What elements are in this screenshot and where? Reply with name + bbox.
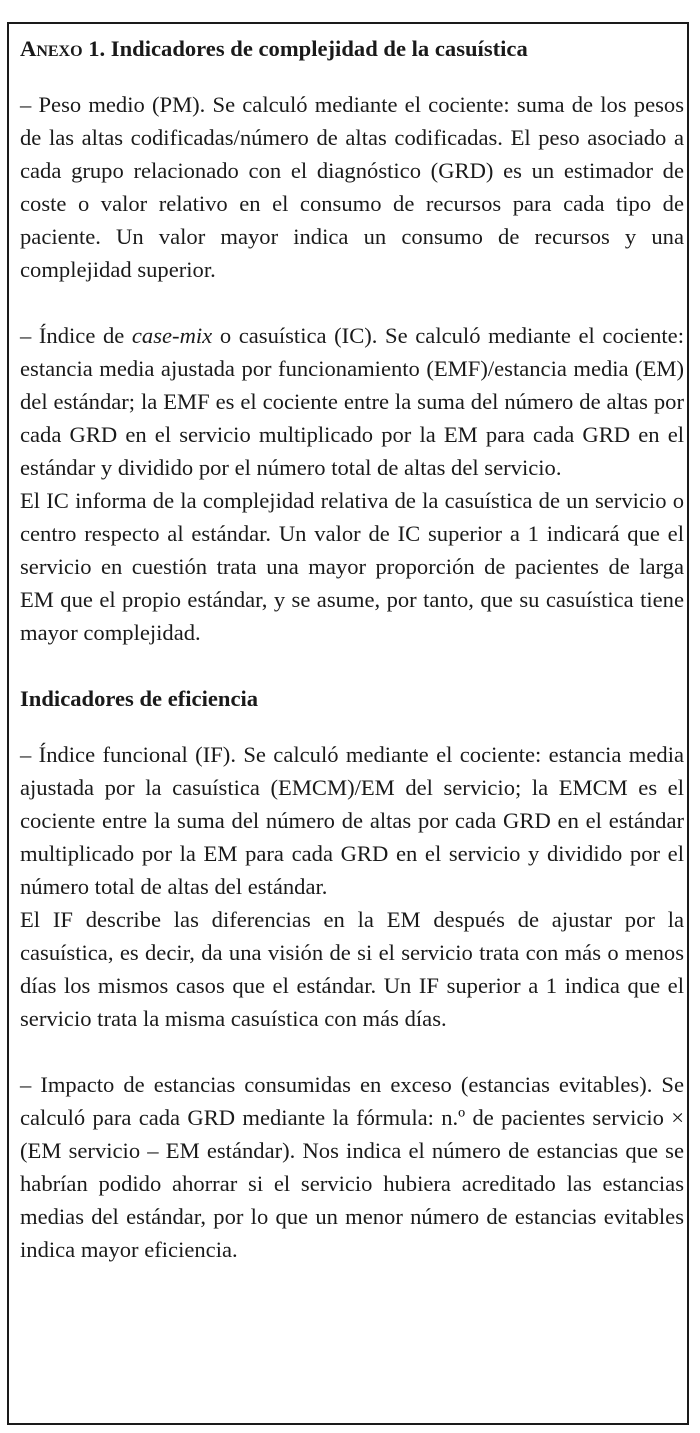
- paragraph-impacto-estancias: – Impacto de estancias consumidas en exceso (estancias evitables). Se calculó para cada GRD mediante la fórmula: n.º de pacientes servicio × (EM servicio – EM estándar). Nos indica el número de estancias que se habrían podido ahorrar si el servicio hubiera acreditado las estancias medias del estándar, por lo que un menor número de estancias evitables indica mayor eficiencia.: [20, 1072, 684, 1262]
- paragraph-indice-funcional: – Índice funcional (IF). Se calculó mediante el cociente: estancia media ajustada por la casuística (EMCM)/EM del servicio; la EMCM es el cociente entre la suma del número de altas por cada GRD en el estándar multiplicado por la EM para cada GRD en el servicio y dividido por el número total de altas del estándar.: [20, 742, 684, 899]
- ic-italic-term: case-mix: [131, 323, 213, 348]
- annex-label: Anexo 1.: [20, 36, 106, 61]
- paragraph-indice-case-mix: [20, 319, 684, 484]
- spacer: [20, 1035, 684, 1068]
- paragraph-ic-informa: El IC informa de la complejidad relativa de la casuística de un servicio o centro respecto al estándar. Un valor de IC superior a 1 indicará que el servicio en cuestión trata una mayor proporción de pacientes de larga EM que el propio estándar, y se asume, por tanto, que su casuística tiene mayor complejidad.: [20, 488, 684, 645]
- paragraph-peso-medio: – Peso medio (PM). Se calculó mediante el cociente: suma de los pesos de las altas codificadas/número de altas codificadas. El peso asociado a cada grupo relacionado con el diagnóstico (GRD) es un estimador de coste o valor relativo en el consumo de recursos para cada tipo de paciente. Un valor mayor indica un consumo de recursos y una complejidad superior.: [20, 92, 684, 282]
- spacer: [20, 286, 684, 319]
- annex-title-text: Indicadores de complejidad de la casuística: [110, 36, 528, 61]
- ic-rest: o casuística (IC). Se calculó mediante el cociente: estancia media ajustada por funcionamiento (EMF)/estancia media (EM) del estándar; la EMF es el cociente entre la suma del número de altas por cada GRD en el servicio multiplicado por la EM para cada GRD en el estándar y dividido por el número total de altas del servicio.: [20, 323, 684, 480]
- annex-title: [20, 32, 684, 65]
- spacer: [20, 649, 684, 682]
- ic-prefix: – Índice de: [20, 323, 132, 348]
- paragraph-if-describe: El IF describe las diferencias en la EM después de ajustar por la casuística, es decir, da una visión de si el servicio trata con más o menos días los mismos casos que el estándar. Un IF superior a 1 indica que el servicio trata la misma casuística con más días.: [20, 907, 684, 1031]
- annex-content: [20, 32, 684, 1266]
- efficiency-heading: Indicadores de eficiencia: [20, 686, 259, 711]
